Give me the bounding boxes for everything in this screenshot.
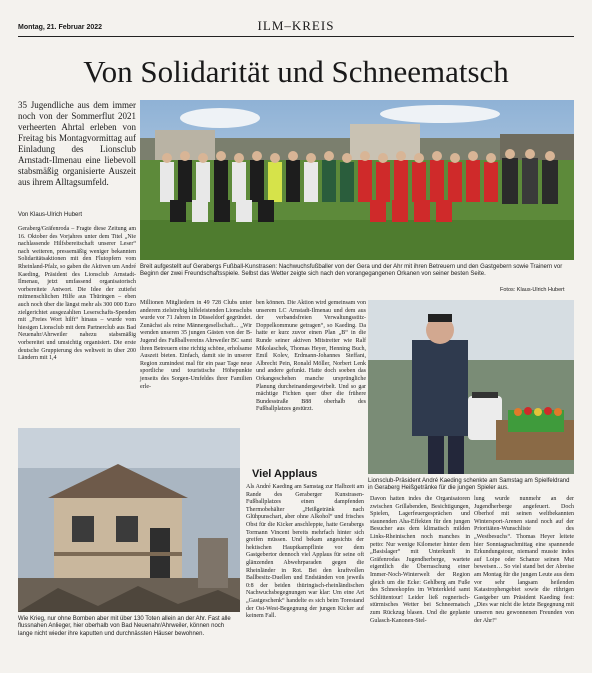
kaeding-photo-caption: Lionsclub-Präsident André Kaeding schenkte am Samstag am Spielfeldrand in Geraberg Heißgetränke für die jungen Spieler aus.	[368, 478, 570, 492]
team-photo-caption: Breit aufgestellt auf Gerabergs Fußball-Kunstrasen: Nachwuchsfußballer von der Gera und der Ahr mit ihren Betreuern und den Gastgebern sowie Trainern vor Beginn der zwei Freundschaftsspiele. Selbst das Wetter zeigte sich nach den vorangegangenen Orkanen von seiner besten Seite.	[140, 264, 563, 278]
flood-damage-photo	[18, 428, 240, 612]
photo-credit: Fotos: Klaus-Ulrich Hubert	[500, 287, 565, 293]
kaeding-photo-image	[368, 300, 574, 474]
article-column-1: Geraberg/Gräfenroda – Fragte diese Zeitung am 16. Oktober des Vorjahres unter dem Titel „Nie nachlassende Hilfsbereitschaft unserer Leser“ nach weiteren, pressemäßig weniger bekannten Solidaritätsaktionen mit den Flutopfern vom Rheinland-Pfalz, so gaben die Aktiven um André Kaeding, Präsident des Lionsclub Arnstadt-Ilmenau, jetzt umfassend organisatorisch vorbereitete Antwort. Die Idee der zutiefst mitmenschlichen Hilfe aus Thüringen – eben auch noch über die längst mehr als 300 000 Euro zielgerichtet ausgezahlten Leserschafts-Spenden mit „Freies Wort hilft“ hinaus – wurde vom hiesigen Lionsclub mit dem Partnerclub aus Bad Neuenahr/Ahrweiler nahezu stabsmäßig vorbereitet und umsichtig organisiert. Die erste deutsche Gruppierung des weltweit in über 200 Ländern mit 1,4	[18, 226, 136, 362]
kaeding-photo	[368, 300, 574, 474]
article-lead: 35 Jugendliche aus dem immer noch von der Sommerflut 2021 verheerten Ahrtal erleben von Freitag bis Montagvormittag auf Einladung des Lionsclub Arnstadt-Ilmenau eine liebevoll stabsmäßig organisierte Auszeit aus ihrem Alltagsumfeld.	[18, 100, 136, 187]
flood-damage-photo-image	[18, 428, 240, 612]
article-headline: Von Solidarität und Schneematsch	[83, 54, 509, 89]
article-column-4: Als André Kaeding am Samstag zur Halbzeit am Rande des Geraberger Kunstrasen-Fußballplatzes einen dampfenden Thermobehälter „Heißgetränk nach Glühpunschart, aber ohne Alkohol“ und frisches Obst für die Kicker anschleppte, hatte Gerabergs Tormann Vincent bereits mehrfach hinter sich greifen müssen. Und bekam angesichts der hektischen Hauptkampflinie vor dem Gastgebertor dennoch viel Applaus für seine oft glänzenden Abwehrparaden gegen die Rheinländer in Rot. Bei den kraftvollen Ballbesitz-Duellen und Endständen von jeweils 0:8 der beiden thüringisch-rheinländischen Nachwuchsbegegnungen war klar: Um eine Art „Gastgeschenk“ handelte es sich beim Torestand der Ost-West-Begegnung der jungen Kicker auf keinem Fall.	[246, 484, 364, 620]
team-photo	[140, 100, 574, 260]
flood-damage-photo-caption: Wie Krieg, nur ohne Bomben aber mit über 130 Toten allein an der Ahr. Fast alle flussnahen Anlieger, hier oberhalb von Bad Neuenahr/Ahrweiler, können noch lange nicht wieder ihre kaputten und durchnässten Häuser bewohnen.	[18, 616, 231, 637]
article-column-5: Davon hatten indes die Organisatoren zwischen Grillabenden, Besichtigungen, Spielen, Lagerfeuergesprächen und staunenden Aha-Effekten für den jungen Besucher aus dem klimatisch milden Links-Rheinischen noch manches in petto: Nur wenige Kilometer hinter dem „Basislager“ mit Unterkunft in Gräfenrodas Jugendherberge, wartete eigentlich die Überraschung einer Immer-Noch-Winterwelt der Region gleich um die Ecke: Gehlberg am Fuße des Schneekopfes im Winterkleid samt Schlittentour! Leider ließ regnerisch-stürmisches Wetter bei Schneematsch zum Rückzug blasen. Und die geplante Gulasch-Kanonen-Stel-	[370, 496, 470, 624]
section-subhead: Viel Applaus	[252, 468, 318, 480]
article-column-2: Millionen Mitgliedern in 49 728 Clubs unter anderem zielstrebig hilfeleistenden Lionsclubs wurde vor 71 Jahren in Düsseldorf gegründet. Zunächst als reine Männergesellschaft... „Wir wenden unseren 35 jungen Gästen von der B-Jugend des Fußballvereins Ahrweiler BC samt ihren Betreuern eine richtig schöne, erholsame Auszeit bieten. Einfach, damit sie in unserer Region zumindest mal für ein paar Tage neue sportliche und touristische Höhepunkte jenseits des Sorgen-Umfeldes ihrer Familien erle-	[140, 300, 252, 390]
article-column-3: ben können. Die Aktion wird gemeinsam von unserem LC Arnstadt-Ilmenau und dem aus der verbandsfreien Verwaltungsstitz-Doppelkommune getragen“, so Kaeding. Da hatte er kurz zuvor einen Plan „B“ in die Runde seiner aktiven Mitstreiter wie Ralf Mikolaschek, Thomas Heyer, Henning Buch, Emil Kolev, Erdmann-Johannes Steffani, Albrecht Pein, Ronald Möller, Norbert Lenk und andere gefunkt. Hatte doch soeben das Orkangeschehen manche ursprüngliche Planung durcheinandergewirbelt. Und so gar mächtige Fichten quer über die frühere Bundesstraße B88 oberhalb des Fußballplatzes gestürzt.	[256, 300, 366, 413]
author-byline: Von Klaus-Ulrich Hubert	[18, 212, 83, 218]
section-title: ILM–KREIS	[257, 18, 335, 33]
issue-date: Montag, 21. Februar 2022	[18, 24, 103, 31]
article-column-6: lung wurde nunmehr an der Jugendherberge angefeuert. Doch Oberhof mit seinen weltbekannten Wintersport-Arenen stand noch auf der Prioritäten-Wunschliste des „Westbesuchs“. Thomas Heyer leitete hier Sonntagnachmittag eine spannende Erkundungstour, niemand musste indes auf Loipe oder Schanze seinen Mut beweisen… So viel stand bei der Abreise am Montag für die jungen Leute aus dem vor sehr langsam heilenden Katastrophengebiet sowie die rührigen Gastgeber um Präsident Kaeding fest: „Dies war nicht die letzte Begegnung mit unseren neu gewonnenen Freunden von der Ahr!“	[474, 496, 574, 624]
header-divider	[18, 36, 574, 37]
team-photo-image	[140, 100, 574, 260]
